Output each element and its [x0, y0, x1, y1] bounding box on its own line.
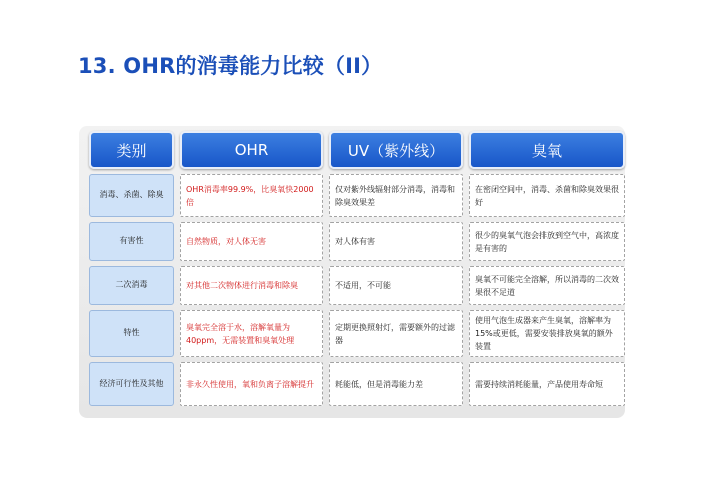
cell-text: 对人体有害: [335, 237, 375, 246]
cell-ohr-disinfection: [180, 174, 323, 217]
cell-text: 使用气泡生成器来产生臭氧，溶解率为15%或更低，需要安装排放臭氧的额外装置: [475, 316, 613, 351]
cell-text: 在密闭空间中，消毒、杀菌和除臭效果很好: [475, 184, 619, 207]
cell-ozone-characteristics: [469, 310, 625, 357]
cell-uv-characteristics: [329, 310, 463, 357]
cell-ohr-characteristics: [180, 310, 323, 357]
cell-text: 仅对紫外线辐射部分消毒，消毒和除臭效果差: [335, 184, 455, 207]
cell-uv-harmfulness: [329, 222, 463, 261]
cell-uv-economic-feasibility: [329, 362, 463, 406]
cell-ozone-secondary-disinfection: [469, 266, 625, 305]
row-label-harmfulness: 有害性: [89, 222, 174, 261]
comparison-table: [89, 131, 625, 406]
header-category: 类别: [89, 131, 174, 169]
cell-ozone-disinfection: [469, 174, 625, 217]
header-ozone: 臭氧: [469, 131, 625, 169]
cell-text: 臭氧完全溶于水，溶解氧量为40ppm，无需装置和臭氧处理: [186, 322, 295, 345]
cell-text: 对其他二次物体进行消毒和除臭: [186, 281, 298, 290]
cell-text: 自然物质，对人体无害: [186, 237, 266, 246]
cell-text: 不适用，不可能: [335, 281, 391, 290]
row-label-secondary-disinfection: 二次消毒: [89, 266, 174, 305]
cell-ohr-harmfulness: [180, 222, 323, 261]
cell-uv-secondary-disinfection: [329, 266, 463, 305]
cell-ohr-secondary-disinfection: [180, 266, 323, 305]
header-uv: UV（紫外线）: [329, 131, 463, 169]
cell-text: OHR消毒率99.9%，比臭氧快2000倍: [186, 184, 314, 207]
cell-ozone-harmfulness: [469, 222, 625, 261]
cell-uv-disinfection: [329, 174, 463, 217]
row-label-disinfection: 消毒、杀菌、除臭: [89, 174, 174, 217]
cell-text: 定期更换照射灯，需要额外的过滤器: [335, 322, 455, 345]
cell-text: 非永久性使用，氧和负离子溶解提升: [186, 379, 314, 389]
row-label-economic-feasibility: 经济可行性及其他: [89, 362, 174, 406]
row-label-characteristics: 特性: [89, 310, 174, 357]
cell-text: 需要持续消耗能量，产品使用寿命短: [475, 379, 603, 389]
cell-ozone-economic-feasibility: [469, 362, 625, 406]
cell-text: 臭氧不可能完全溶解，所以消毒的二次效果很不足道: [475, 274, 619, 297]
cell-text: 耗能低，但是消毒能力差: [335, 379, 423, 389]
cell-text: 很少的臭氧气泡会排放到空气中，高浓度是有害的: [475, 230, 619, 253]
page-title: 13. OHR的消毒能力比较（II）: [78, 54, 383, 78]
cell-ohr-economic-feasibility: [180, 362, 323, 406]
header-ohr: OHR: [180, 131, 323, 169]
